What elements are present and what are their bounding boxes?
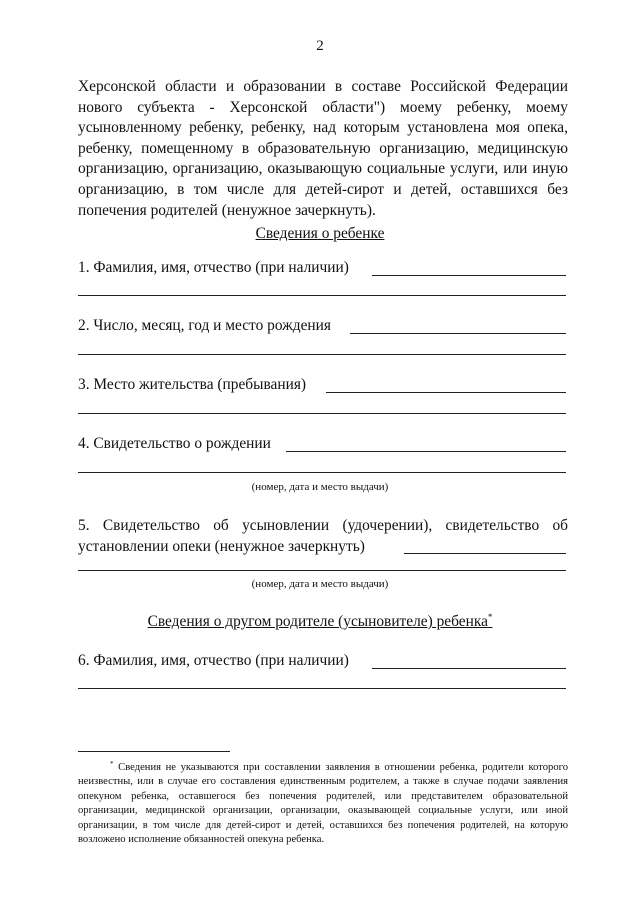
field-line-birth-certificate-continued[interactable] bbox=[78, 472, 566, 473]
field-line-birth-date-place-continued[interactable] bbox=[78, 354, 566, 355]
footnote-mark: * bbox=[110, 760, 114, 768]
footnote-text: Сведения не указываются при составлении заявления в отношении ребенка, родители которого неизвестны, или в случае его составления единственным родителем, а также в случае подачи заявления опекуном ребенка, оставшегося без попечения родителей, или представителем образовательной организации, медицинской организации, организации, оказывающей социальные услуги, или иной организации, в том числе для детей-сирот и детей, оставшихся без попечения родителей, на которую возложено исполнение обязанностей опекуна ребенка. bbox=[78, 762, 568, 846]
section-heading-other-parent-text: Сведения о другом родителе (усыновителе) ребенка bbox=[147, 613, 488, 630]
field-label-adoption-line2: установлении опеки (ненужное зачеркнуть) bbox=[78, 537, 365, 555]
field-line-residence-continued[interactable] bbox=[78, 413, 566, 414]
section-heading-child-text: Сведения о ребенке bbox=[255, 225, 385, 242]
footnote-separator bbox=[78, 751, 230, 752]
field-label-residence: 3. Место жительства (пребывания) bbox=[78, 376, 307, 393]
field-label-full-name: 1. Фамилия, имя, отчество (при наличии) bbox=[78, 259, 349, 276]
field-label-adoption-certificate bbox=[78, 516, 568, 557]
field-line-other-parent-name[interactable] bbox=[372, 668, 566, 669]
field-line-residence[interactable] bbox=[326, 392, 566, 393]
footnote-reference[interactable]: * bbox=[487, 612, 493, 622]
field-label-adoption-line1: 5. Свидетельство об усыновлении (удочерении), свидетельство об bbox=[78, 517, 568, 534]
field-label-birth-certificate: 4. Свидетельство о рождении bbox=[78, 435, 271, 452]
caption-adoption-certificate: (номер, дата и место выдачи) bbox=[251, 578, 389, 590]
field-line-adoption-certificate[interactable] bbox=[404, 553, 566, 554]
field-line-other-parent-name-continued[interactable] bbox=[78, 688, 566, 689]
section-heading-child bbox=[0, 225, 640, 243]
page-number: 2 bbox=[316, 38, 324, 54]
intro-paragraph: Херсонской области и образовании в составе Российской Федерации нового субъекта - Херсонской области") моему ребенку, моему усыновленному ребенку, ребенку, над которым установлена моя опека, ребенку, помещенному в образовательную организацию, медицинскую организацию, организацию, оказывающую социальные услуги, или иную организацию, в том числе для детей-сирот и детей, оставшихся без попечения родителей (ненужное зачеркнуть). bbox=[78, 78, 568, 219]
footnote bbox=[78, 757, 568, 847]
field-line-adoption-certificate-continued[interactable] bbox=[78, 570, 566, 571]
caption-birth-certificate: (номер, дата и место выдачи) bbox=[251, 481, 389, 493]
field-line-full-name[interactable] bbox=[372, 275, 566, 276]
field-label-birth-date-place: 2. Число, месяц, год и место рождения bbox=[78, 317, 331, 334]
field-line-full-name-continued[interactable] bbox=[78, 295, 566, 296]
field-line-birth-certificate[interactable] bbox=[286, 451, 566, 452]
section-heading-other-parent bbox=[0, 612, 640, 631]
field-label-other-parent-name: 6. Фамилия, имя, отчество (при наличии) bbox=[78, 652, 349, 669]
field-line-birth-date-place[interactable] bbox=[350, 333, 566, 334]
